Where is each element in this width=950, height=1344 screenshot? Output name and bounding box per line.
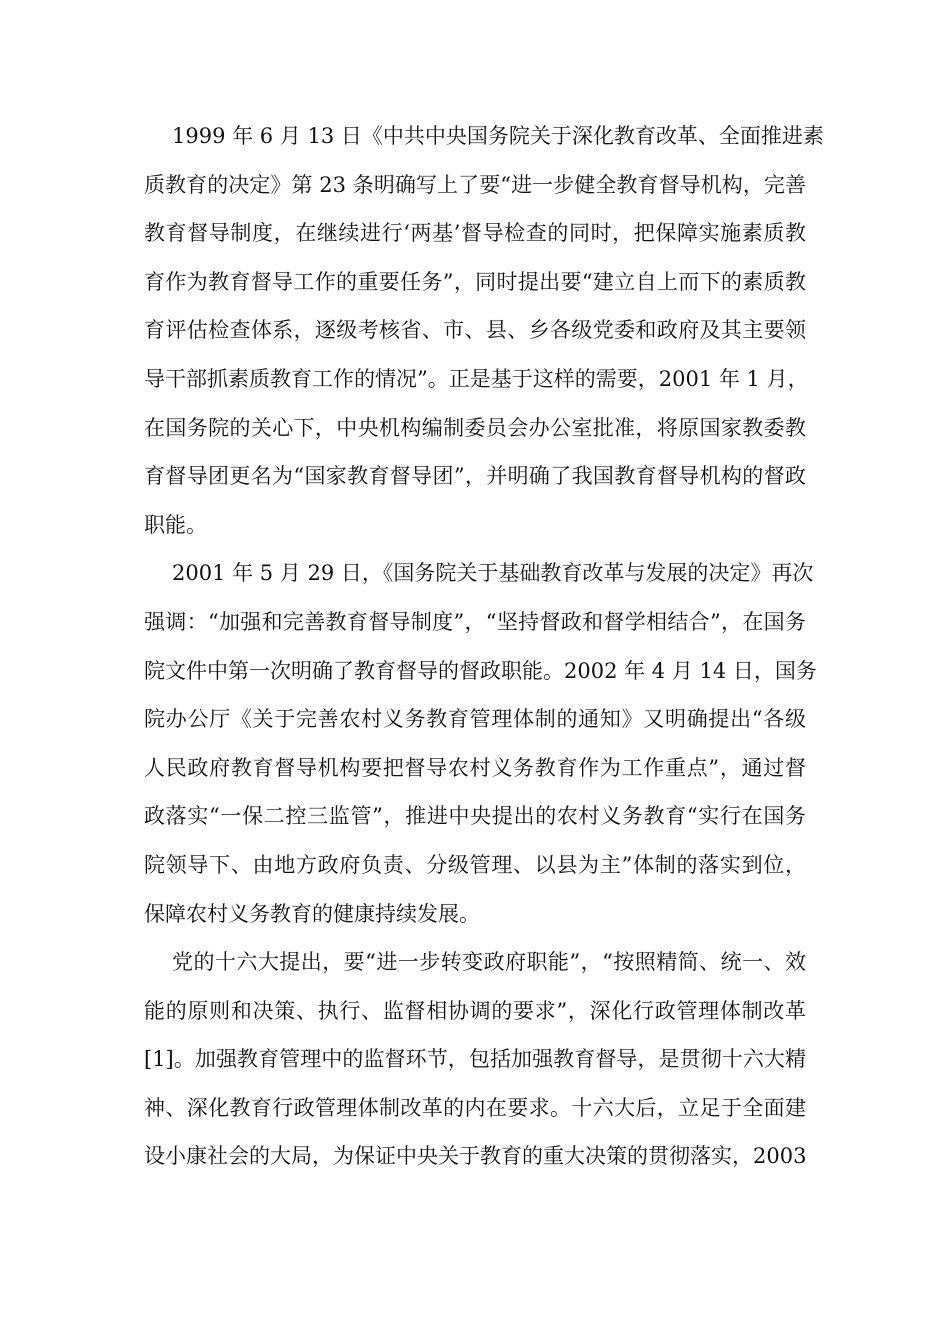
text-line: 强调：“加强和完善教育督导制度”，“坚持督政和督学相结合”，在国务 xyxy=(144,609,806,634)
text-line: 育评估检查体系，逐级考核省、市、县、乡各级党委和政府及其主要领 xyxy=(144,318,806,343)
text-line: 教育督导制度，在继续进行‘两基’督导检查的同时，把保障实施素质教 xyxy=(144,221,806,246)
text-line: 育督导团更名为“国家教育督导团”，并明确了我国教育督导机构的督政 xyxy=(144,464,806,489)
text-line: 神、深化教育行政管理体制改革的内在要求。十六大后，立足于全面建 xyxy=(144,1095,806,1120)
paragraph-1 xyxy=(144,112,824,549)
text-line: 在国务院的关心下，中央机构编制委员会办公室批准，将原国家教委教 xyxy=(144,415,806,440)
text-line: 院文件中第一次明确了教育督导的督政职能。2002 年 4 月 14 日，国务 xyxy=(144,658,817,683)
text-line: 院领导下、由地方政府负责、分级管理、以县为主”体制的落实到位， xyxy=(144,852,806,877)
text-line: 院办公厅《关于完善农村义务教育管理体制的通知》又明确提出“各级 xyxy=(144,707,806,732)
text-line: 育作为教育督导工作的重要任务”，同时提出要“建立自上而下的素质教 xyxy=(144,269,806,294)
text-line: [1]。加强教育管理中的监督环节，包括加强教育督导，是贯彻十六大精 xyxy=(144,1047,806,1072)
text-line: 2001 年 5 月 29 日，《国务院关于基础教育改革与发展的决定》再次 xyxy=(172,561,814,586)
text-line: 设小康社会的大局，为保证中央关于教育的重大决策的贯彻落实，2003 xyxy=(144,1144,807,1169)
paragraph-3 xyxy=(144,938,806,1181)
text-line: 保障农村义务教育的健康持续发展。 xyxy=(144,901,480,926)
document-body xyxy=(144,112,824,1181)
text-line: 导干部抓素质教育工作的情况”。正是基于这样的需要，2001 年 1 月， xyxy=(144,366,809,391)
text-line: 政落实“一保二控三监管”，推进中央提出的农村义务教育“实行在国务 xyxy=(144,804,806,829)
paragraph-2 xyxy=(144,549,817,938)
text-line: 人民政府教育督导机构要把督导农村义务教育作为工作重点”，通过督 xyxy=(144,755,806,780)
text-line: 能的原则和决策、执行、监督相协调的要求”，深化行政管理体制改革 xyxy=(144,998,806,1023)
text-line: 1999 年 6 月 13 日《中共中央国务院关于深化教育改革、全面推进素 xyxy=(172,124,824,148)
text-line: 党的十六大提出，要“进一步转变政府职能”，“按照精简、统一、效 xyxy=(172,950,806,975)
text-line: 质教育的决定》第 23 条明确写上了要“进一步健全教育督导机构，完善 xyxy=(144,172,806,197)
text-line: 职能。 xyxy=(144,512,207,537)
